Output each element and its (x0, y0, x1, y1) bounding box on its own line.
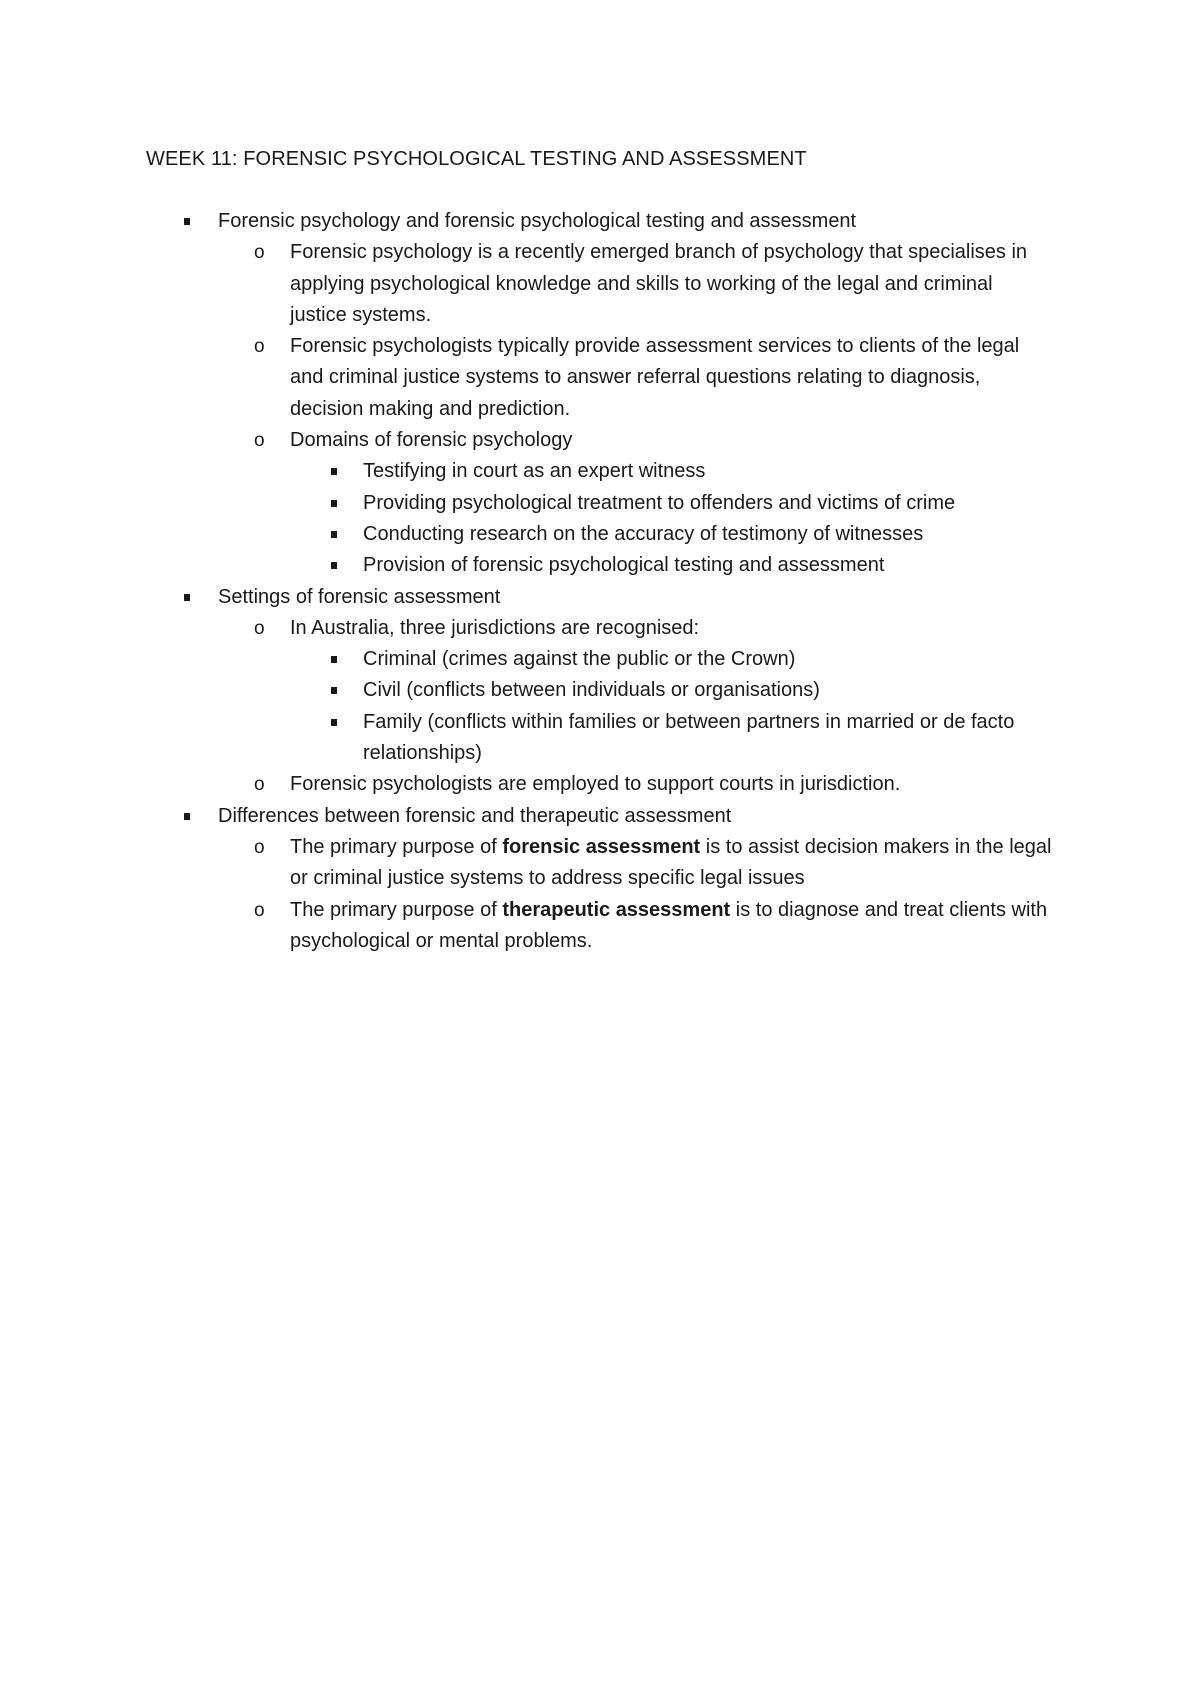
circle-bullet-icon: o (254, 242, 265, 264)
list-item: o Forensic psychologists typically provide assessment services to clients of the legal and criminal justice systems to answer referral questions relating to diagnosis, decision making and prediction. (0, 331, 1200, 425)
sub-list-item: Family (conflicts within families or between partners in married or de facto relationships) (0, 707, 1200, 770)
sub-list-item: Testifying in court as an expert witness (0, 456, 1200, 487)
rich-line: The primary purpose of forensic assessment is to assist decision makers in the legal (290, 835, 1052, 858)
square-bullet-icon (331, 687, 337, 694)
list-item: o The primary purpose of forensic assessment is to assist decision makers in the legal or criminal justice systems to address specific legal issues (0, 832, 1200, 895)
notes-outline (0, 206, 1200, 957)
square-bullet-icon (331, 468, 337, 475)
circle-bullet-icon: o (254, 836, 265, 858)
list-item: o In Australia, three jurisdictions are recognised: (0, 613, 1200, 644)
bold-term: forensic assessment (502, 835, 701, 858)
page-title: WEEK 11: FORENSIC PSYCHOLOGICAL TESTING AND ASSESSMENT (146, 148, 807, 170)
square-bullet-icon (184, 594, 190, 601)
list-item: o Forensic psychology is a recently emerged branch of psychology that specialises in applying psychological knowledge and skills to working of the legal and criminal justice systems. (0, 237, 1200, 331)
sub-list-item: Conducting research on the accuracy of testimony of witnesses (0, 519, 1200, 550)
bold-term: therapeutic assessment (502, 898, 731, 921)
rich-line: The primary purpose of therapeutic assessment is to diagnose and treat clients with (290, 898, 1048, 921)
circle-bullet-icon: o (254, 430, 265, 452)
list-item: o Domains of forensic psychology (0, 425, 1200, 456)
section-heading: Forensic psychology and forensic psychological testing and assessment (0, 206, 1200, 237)
list-item: o The primary purpose of therapeutic assessment is to diagnose and treat clients with psychological or mental problems. (0, 895, 1200, 958)
circle-bullet-icon: o (254, 336, 265, 358)
circle-bullet-icon: o (254, 774, 265, 796)
circle-bullet-icon: o (254, 617, 265, 639)
circle-bullet-icon: o (254, 899, 265, 921)
square-bullet-icon (331, 531, 337, 538)
sub-list-item: Criminal (crimes against the public or the Crown) (0, 644, 1200, 675)
square-bullet-icon (184, 218, 190, 225)
square-bullet-icon (331, 719, 337, 726)
list-item: o Forensic psychologists are employed to support courts in jurisdiction. (0, 769, 1200, 800)
sub-list-item: Civil (conflicts between individuals or organisations) (0, 675, 1200, 706)
section-heading: Settings of forensic assessment (0, 582, 1200, 613)
square-bullet-icon (331, 500, 337, 507)
sub-list-item: Provision of forensic psychological testing and assessment (0, 550, 1200, 581)
sub-list-item: Providing psychological treatment to offenders and victims of crime (0, 488, 1200, 519)
square-bullet-icon (331, 562, 337, 569)
section-heading: Differences between forensic and therapeutic assessment (0, 801, 1200, 832)
square-bullet-icon (331, 656, 337, 663)
square-bullet-icon (184, 813, 190, 820)
